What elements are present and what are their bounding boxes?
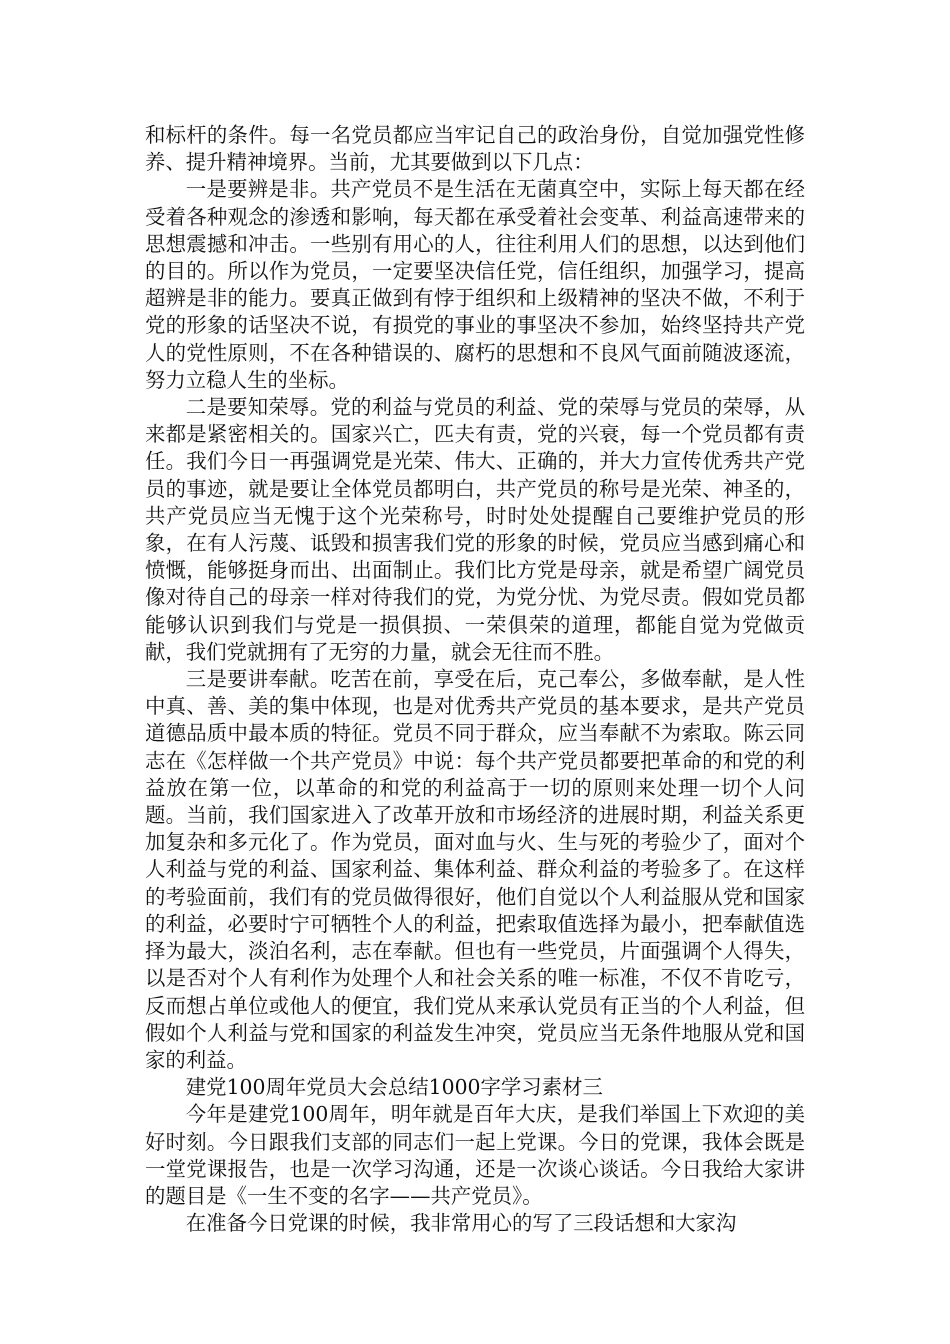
paragraph-party-lesson-intro: 今年是建党100周年，明年就是百年大庆，是我们举国上下欢迎的美好时刻。今日跟我们支部的同志们一起上党课。今日的党课，我体会既是一堂党课报告，也是一次学习沟通，还是一次谈心谈话。今日我给大家讲的题目是《一生不变的名字——共产党员》。 (145, 1102, 805, 1208)
paragraph-preparation: 在准备今日党课的时候，我非常用心的写了三段话想和大家沟 (185, 1211, 737, 1236)
paragraph-distinguish-right-wrong: 一是要辨是非。共产党员不是生活在无菌真空中，实际上每天都在经受着各种观念的渗透和影响，每天都在承受着社会变革、利益高速带来的思想震撼和冲击。一些别有用心的人，往往利用人们的思想，以达到他们的目的。所以作为党员，一定要坚决信任党，信任组织，加强学习，提高超辨是非的能力。要真正做到有悖于组织和上级精神的坚决不做，不利于党的形象的话坚决不说，有损党的事业的事坚决不参加，始终坚持共产党人的党性原则，不在各种错误的、腐朽的思想和不良风气面前随波逐流，努力立稳人生的坐标。 (145, 177, 805, 392)
paragraph-know-honor-disgrace: 二是要知荣辱。党的利益与党员的利益、党的荣辱与党员的荣辱，从来都是紧密相关的。国家兴亡，匹夫有责，党的兴衰，每一个党员都有责任。我们今日一再强调党是光荣、伟大、正确的，并大力宣传优秀共产党员的事迹，就是要让全体党员都明白，共产党员的称号是光荣、神圣的，共产党员应当无愧于这个光荣称号，时时处处提醒自己要维护党员的形象，在有人污蔑、诋毁和损害我们党的形象的时候，党员应当感到痛心和愤慨，能够挺身而出、出面制止。我们比方党是母亲，就是希望广阔党员像对待自己的母亲一样对待我们的党，为党分忧、为党尽责。假如党员都能够认识到我们与党是一损俱损、一荣俱荣的道理，都能自觉为党做贡献，我们党就拥有了无穷的力量，就会无往而不胜。 (145, 395, 805, 664)
section-heading: 建党100周年党员大会总结1000字学习素材三 (185, 1075, 603, 1100)
paragraph-dedication: 三是要讲奉献。吃苦在前，享受在后，克己奉公，多做奉献，是人性中真、善、美的集中体现，也是对优秀共产党员的基本要求，是共产党员道德品质中最本质的特征。党员不同于群众，应当奉献不为索取。陈云同志在《怎样做一个共产党员》中说：每个共产党员都要把革命的和党的利益放在第一位，以革命的和党的利益高于一切的原则来处理一切个人问题。当前，我们国家进入了改革开放和市场经济的进展时期，利益关系更加复杂和多元化了。作为党员，面对血与火、生与死的考验少了，面对个人利益与党的利益、国家利益、集体利益、群众利益的考验多了。在这样的考验面前，我们有的党员做得很好，他们自觉以个人利益服从党和国家的利益，必要时宁可牺牲个人的利益，把索取值选择为最小，把奉献值选择为最大，淡泊名利，志在奉献。但也有一些党员，片面强调个人得失，以是否对个人有利作为处理个人和社会关系的唯一标准，不仅不肯吃亏，反而想占单位或他人的便宜，我们党从来承认党员有正当的个人利益，但假如个人利益与党和国家的利益发生冲突，党员应当无条件地服从党和国家的利益。 (145, 667, 805, 1072)
paragraph-continued: 和标杆的条件。每一名党员都应当牢记自己的政治身份，自觉加强党性修养、提升精神境界。当前，尤其要做到以下几点： (145, 123, 805, 175)
document-body (145, 122, 805, 1237)
